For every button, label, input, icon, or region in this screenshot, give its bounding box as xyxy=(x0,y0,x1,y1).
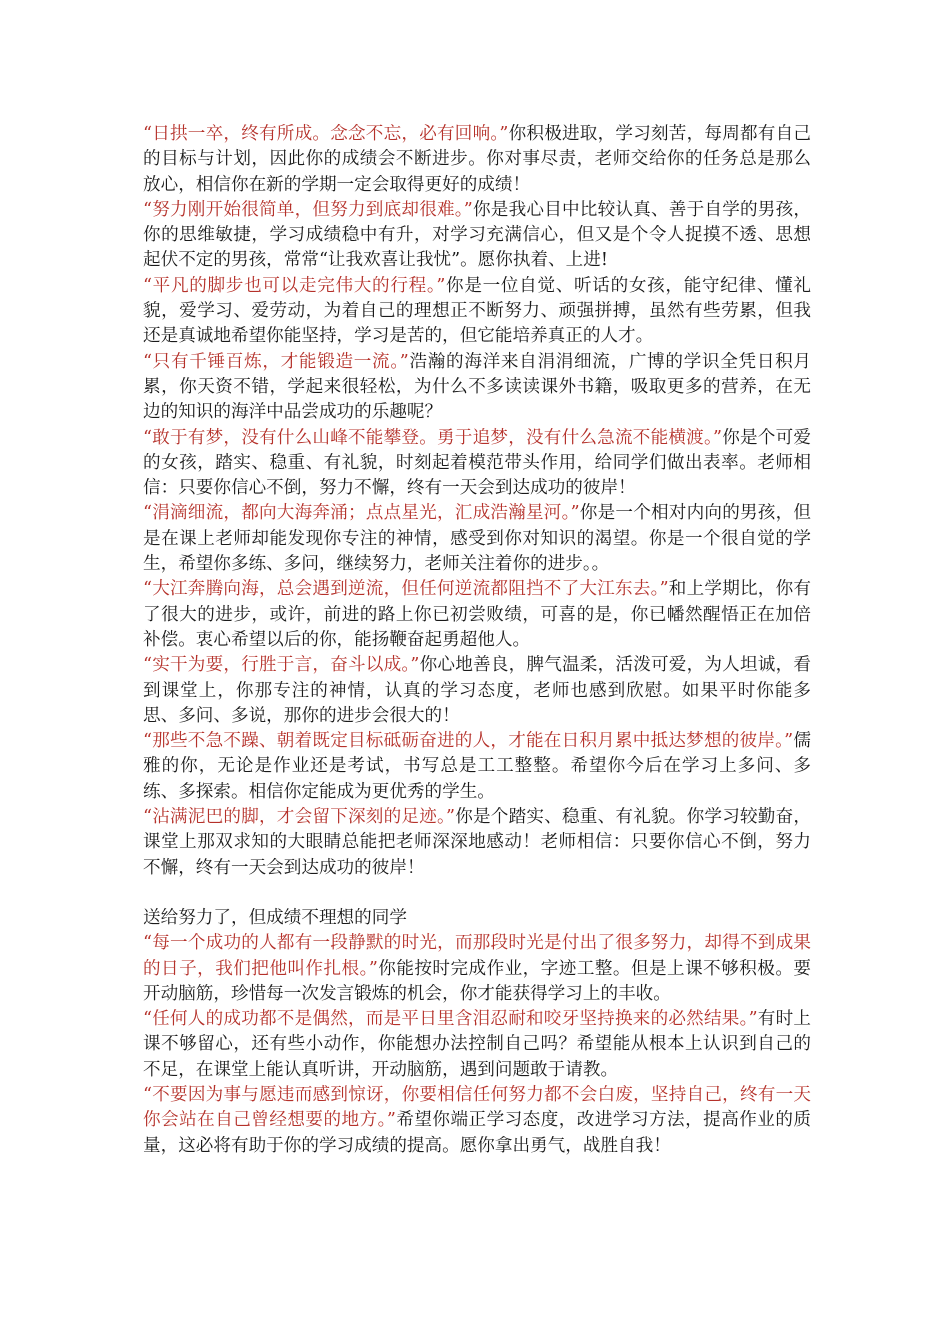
motto-quote: “大江奔腾向海，总会遇到逆流，但任何逆流都阻挡不了大江东去。” xyxy=(143,579,669,600)
comment-text: 你是个踏实、稳重、有礼貌。你学习较勤奋，课堂上那双求知的大眼睛总能把老师深深地感动！老师相信：只要你信心不倒，努力不懈，终有一天会到达成功的彼岸！ xyxy=(143,807,811,878)
comments-section-1 xyxy=(143,122,811,881)
motto-quote: “每一个成功的人都有一段静默的时光，而那段时光是付出了很多努力，却得不到成果的日子，我们把他叫作扎根。” xyxy=(143,933,811,979)
comment-text: 你是一位自觉、听话的女孩，能守纪律、懂礼貌，爱学习、爱劳动，为着自己的理想正不断努力、顽强拼搏，虽然有些劳累，但我还是真诚地希望你能坚持，学习是苦的，但它能培养真正的人才。 xyxy=(143,275,811,347)
document-page xyxy=(143,122,811,1159)
motto-quote: “日拱一卒，终有所成。念念不忘，必有回响。” xyxy=(143,124,509,144)
comment-text: 你能按时完成作业，字迹工整。但是上课不够积极。要开动脑筋，珍惜每一次发言锻炼的机会，你才能获得学习上的丰收。 xyxy=(143,958,811,1004)
comment-paragraph xyxy=(143,426,811,502)
comment-paragraph xyxy=(143,274,811,350)
motto-quote: “不要因为事与愿违而感到惊讶，你要相信任何努力都不会白废，坚持自己，终有一天你会站在自己曾经想要的地方。” xyxy=(143,1084,811,1131)
comment-text: 你心地善良，脾气温柔，活泼可爱，为人坦诚，看到课堂上，你那专注的神情，认真的学习态度，老师也感到欣慰。如果平时你能多思、多问、多说，那你的进步会很大的！ xyxy=(143,655,811,726)
comment-paragraph xyxy=(143,1007,811,1083)
comment-text: 儒雅的你，无论是作业还是考试，书写总是工工整整。希望你今后在学习上多问、多练、多探索。相信你定能成为更优秀的学生。 xyxy=(143,731,811,802)
comment-text: 你是我心目中比较认真、善于自学的男孩，你的思维敏捷，学习成绩稳中有升，对学习充满信心，但又是个令人捉摸不透、思想起伏不定的男孩，常常“让我欢喜让我忧”。愿你执着、上进! xyxy=(143,199,811,271)
motto-quote: “努力刚开始很简单，但努力到底却很难。” xyxy=(143,199,473,220)
motto-quote: “任何人的成功都不是偶然，而是平日里含泪忍耐和咬牙坚持换来的必然结果。” xyxy=(143,1009,758,1030)
motto-quote: “平凡的脚步也可以走完伟大的行程。” xyxy=(143,275,446,296)
comment-text: 有时上课不够留心，还有些小动作，你能想办法控制自己吗？希望能从根本上认识到自己的不足，在课堂上能认真听讲，开动脑筋，遇到问题敢于请教。 xyxy=(143,1009,811,1080)
comment-paragraph xyxy=(143,198,811,274)
comment-paragraph xyxy=(143,1083,811,1159)
comment-paragraph xyxy=(143,805,811,881)
section-spacer xyxy=(143,881,811,906)
comment-paragraph xyxy=(143,577,811,653)
motto-quote: “涓滴细流，都向大海奔涌；点点星光，汇成浩瀚星河。” xyxy=(143,503,580,524)
motto-quote: “敢于有梦，没有什么山峰不能攀登。勇于追梦，没有什么急流不能横渡。” xyxy=(143,427,722,448)
comment-paragraph xyxy=(143,122,811,198)
motto-quote: “那些不急不躁、朝着既定目标砥砺奋进的人，才能在日积月累中抵达梦想的彼岸。” xyxy=(143,731,794,752)
comments-section-2 xyxy=(143,906,811,1159)
comment-text: 浩瀚的海洋来自涓涓细流，广博的学识全凭日积月累，你天资不错，学起来很轻松，为什么不多读读课外书籍，吸取更多的营养，在无边的知识的海洋中品尝成功的乐趣呢？ xyxy=(143,351,811,423)
comment-paragraph xyxy=(143,729,811,805)
motto-quote: “沾满泥巴的脚，才会留下深刻的足迹。” xyxy=(143,807,455,828)
section-heading: 送给努力了，但成绩不理想的同学 xyxy=(143,907,407,928)
comment-paragraph xyxy=(143,931,811,1007)
motto-quote: “实干为要，行胜于言，奋斗以成。” xyxy=(143,655,420,676)
comment-text: 你积极进取，学习刻苦，每周都有自己的目标与计划，因此你的成绩会不断进步。你对事尽责，老师交给你的任务总是那么放心，相信你在新的学期一定会取得更好的成绩！ xyxy=(143,124,811,195)
comment-paragraph xyxy=(143,501,811,577)
comment-text: 你是个可爱的女孩，踏实、稳重、有礼貌，时刻起着模范带头作用，给同学们做出表率。老师相信：只要你信心不倒，努力不懈，终有一天会到达成功的彼岸！ xyxy=(143,427,811,499)
motto-quote: “只有千锤百炼，才能锻造一流。” xyxy=(143,351,409,372)
comment-paragraph xyxy=(143,653,811,729)
comment-text: 和上学期比，你有了很大的进步，或许，前进的路上你已初尝败绩，可喜的是，你已幡然醒悟正在加倍补偿。衷心希望以后的你，能扬鞭奋起勇超他人。 xyxy=(143,579,811,650)
comment-paragraph xyxy=(143,350,811,426)
comment-text: 希望你端正学习态度，改进学习方法，提高作业的质量，这必将有助于你的学习成绩的提高。愿你拿出勇气，战胜自我！ xyxy=(143,1110,811,1156)
comment-text: 你是一个相对内向的男孩，但是在课上老师却能发现你专注的神情，感受到你对知识的渴望。你是一个很自觉的学生，希望你多练、多问，继续努力，老师关注着你的进步。。 xyxy=(143,503,811,575)
